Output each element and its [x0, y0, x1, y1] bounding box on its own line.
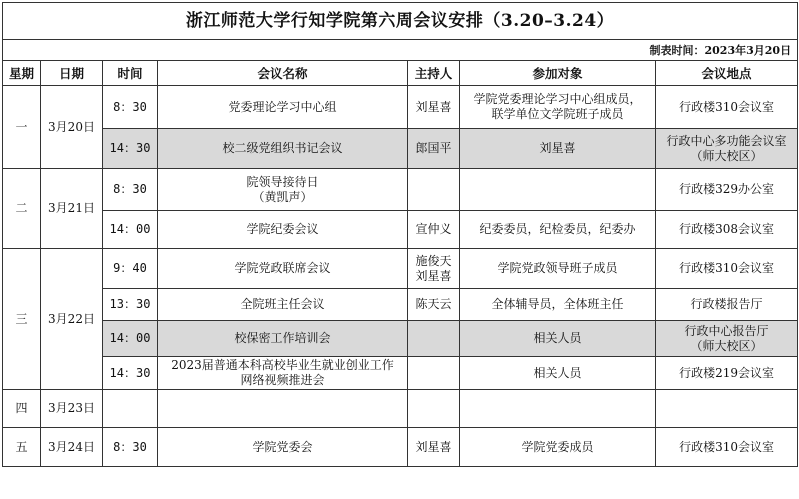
location-line: 行政楼报告厅: [690, 297, 763, 311]
location-line: 行政楼310会议室: [679, 261, 774, 275]
time-cell: 8：30: [103, 428, 158, 467]
host-cell: [408, 321, 460, 357]
host-line: 陈天云: [415, 297, 452, 311]
meeting-name-line: 全院班主任会议: [240, 297, 325, 311]
attendees-cell: [460, 129, 656, 169]
location-cell: [656, 390, 798, 428]
meeting-name-line: 校保密工作培训会: [234, 331, 331, 345]
meeting-name-cell: [158, 321, 408, 357]
location-cell: [656, 129, 798, 169]
attendees-line: 相关人员: [533, 331, 582, 345]
date-cell: 3月23日: [41, 390, 103, 428]
weekday-cell: 二: [3, 169, 41, 249]
meeting-name-line: 学院党委会: [252, 439, 313, 454]
location-cell: [656, 86, 798, 129]
time-cell: 14：30: [103, 357, 158, 390]
header-row: [3, 61, 798, 86]
header-meeting-name: 会议名称: [158, 61, 408, 86]
attendees-cell: [460, 390, 656, 428]
meeting-name-line: 网络视频推进会: [240, 373, 325, 387]
location-line: （师大校区）: [690, 148, 763, 163]
attendees-line: 全体辅导员，全体班主任: [491, 297, 624, 311]
host-cell: [408, 86, 460, 129]
meeting-name-cell: [158, 390, 408, 428]
time-cell: 13：30: [103, 289, 158, 321]
attendees-cell: [460, 211, 656, 249]
meeting-name-cell: [158, 249, 408, 289]
date-cell: 3月24日: [41, 428, 103, 467]
time-cell: 8：30: [103, 86, 158, 129]
meeting-row: [3, 357, 798, 390]
attendees-cell: [460, 86, 656, 129]
location-line: 行政楼310会议室: [679, 439, 774, 454]
location-line: 行政中心报告厅: [684, 323, 769, 338]
host-line: 刘星喜: [415, 439, 452, 454]
host-line: 郎国平: [415, 141, 452, 155]
header-weekday: 星期: [3, 61, 41, 86]
location-line: 行政楼329办公室: [679, 182, 774, 196]
meeting-name-cell: [158, 357, 408, 390]
location-line: 行政楼219会议室: [679, 365, 774, 380]
location-line: （师大校区）: [690, 338, 763, 353]
header-date: 日期: [41, 61, 103, 86]
host-line: 刘星喜: [415, 268, 452, 283]
attendees-line: 相关人员: [533, 365, 582, 380]
date-cell: 3月21日: [41, 169, 103, 249]
meeting-name-line: （黄凯声）: [252, 189, 313, 204]
host-cell: [408, 249, 460, 289]
weekday-cell: 一: [3, 86, 41, 169]
host-cell: [408, 129, 460, 169]
host-cell: [408, 211, 460, 249]
meeting-row: [3, 249, 798, 289]
host-line: 宣仲义: [415, 222, 452, 236]
host-line: 刘星喜: [415, 99, 452, 114]
weekday-cell: 三: [3, 249, 41, 390]
header-attendees: 参加对象: [460, 61, 656, 86]
location-cell: [656, 289, 798, 321]
meeting-name-line: 院领导接待日: [246, 174, 319, 189]
schedule-table: [2, 2, 798, 467]
meeting-row: [3, 428, 798, 467]
attendees-line: 学院党政领导班子成员: [497, 261, 618, 275]
location-line: 行政中心多功能会议室: [666, 133, 787, 148]
attendees-cell: [460, 249, 656, 289]
meeting-name-line: 2023届普通本科高校毕业生就业创业工作: [171, 358, 394, 372]
meeting-row: [3, 289, 798, 321]
meeting-row: [3, 321, 798, 357]
weekday-cell: 五: [3, 428, 41, 467]
attendees-cell: [460, 289, 656, 321]
date-cell: 3月22日: [41, 249, 103, 390]
time-cell: 8：30: [103, 169, 158, 211]
time-cell: 14：00: [103, 321, 158, 357]
header-host: 主持人: [408, 61, 460, 86]
location-cell: [656, 357, 798, 390]
attendees-line: 联学单位文学院班子成员: [491, 107, 624, 121]
meeting-name-cell: [158, 129, 408, 169]
location-cell: [656, 249, 798, 289]
host-cell: [408, 357, 460, 390]
meeting-name-line: 学院党政联席会议: [234, 261, 331, 275]
attendees-line: 学院党委理论学习中心组成员，: [473, 92, 642, 106]
attendees-cell: [460, 321, 656, 357]
meeting-name-cell: [158, 169, 408, 211]
attendees-cell: [460, 428, 656, 467]
attendees-line: 纪委委员，纪检委员，纪委办: [479, 222, 636, 236]
meeting-name-line: 学院纪委会议: [246, 222, 319, 236]
host-cell: [408, 169, 460, 211]
attendees-line: 刘星喜: [539, 141, 576, 155]
location-cell: [656, 321, 798, 357]
host-cell: [408, 289, 460, 321]
page-title: 浙江师范大学行知学院第六周会议安排（3.20–3.24）: [3, 3, 798, 40]
location-line: 行政楼310会议室: [679, 99, 774, 114]
schedule-sheet: [2, 2, 797, 467]
location-line: 行政楼308会议室: [679, 222, 774, 236]
attendees-cell: [460, 169, 656, 211]
attendees-line: 学院党委成员: [521, 439, 594, 454]
header-location: 会议地点: [656, 61, 798, 86]
location-cell: [656, 169, 798, 211]
meeting-row: [3, 129, 798, 169]
meeting-row: [3, 211, 798, 249]
attendees-cell: [460, 357, 656, 390]
made-date: 制表时间：2023年3月20日: [3, 40, 798, 61]
meeting-name-cell: [158, 86, 408, 129]
header-time: 时间: [103, 61, 158, 86]
location-cell: [656, 211, 798, 249]
meeting-row: [3, 169, 798, 211]
location-cell: [656, 428, 798, 467]
meeting-row: [3, 390, 798, 428]
meeting-name-cell: [158, 428, 408, 467]
time-cell: [103, 390, 158, 428]
meeting-row: [3, 86, 798, 129]
host-line: 施俊天: [415, 253, 452, 268]
meeting-name-line: 党委理论学习中心组: [228, 99, 337, 114]
date-cell: 3月20日: [41, 86, 103, 169]
weekday-cell: 四: [3, 390, 41, 428]
meeting-name-line: 校二级党组织书记会议: [222, 141, 343, 155]
meeting-name-cell: [158, 289, 408, 321]
time-cell: 14：00: [103, 211, 158, 249]
host-cell: [408, 390, 460, 428]
meeting-name-cell: [158, 211, 408, 249]
host-cell: [408, 428, 460, 467]
time-cell: 9：40: [103, 249, 158, 289]
time-cell: 14：30: [103, 129, 158, 169]
